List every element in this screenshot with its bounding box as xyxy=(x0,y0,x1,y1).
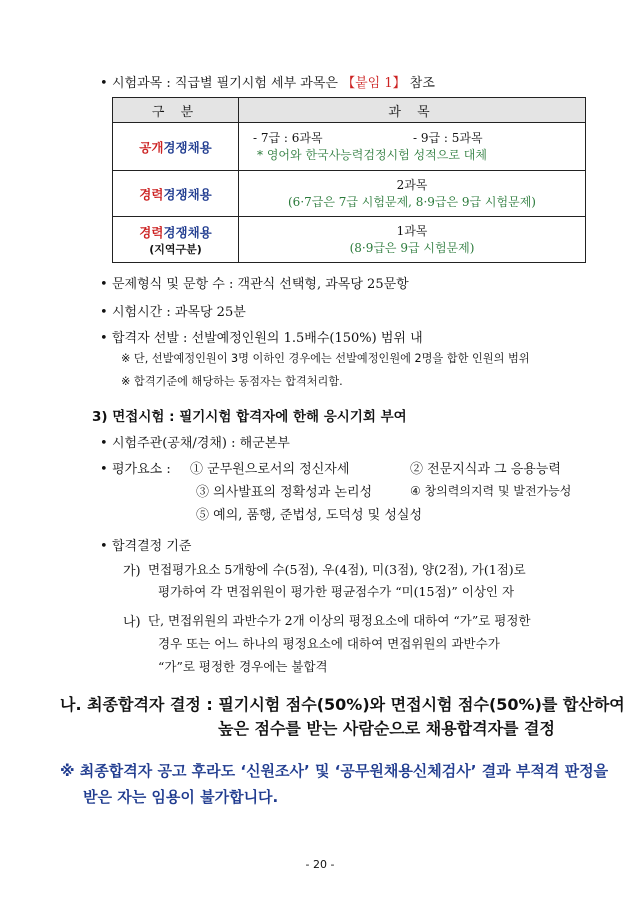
criteria-na-line1: 단, 면접위원의 과반수가 2개 이상의 평정요소에 대하여 “가”로 평정한 xyxy=(148,613,531,628)
criteria-line: • 합격결정 기준 xyxy=(100,539,192,554)
page-number: - 20 - xyxy=(305,858,335,871)
subjects-suffix: 참조 xyxy=(405,76,435,91)
subject-note: (8·9급은 9급 시험문제) xyxy=(349,240,475,255)
element-3: ③ 의사발표의 정확성과 논리성 xyxy=(196,485,373,500)
warning-line2: 받은 자는 임용이 불가합니다. xyxy=(83,788,279,806)
label-rest: 경쟁채용 xyxy=(163,139,212,155)
criteria-text: 합격결정 기준 xyxy=(112,539,192,554)
row-label xyxy=(113,123,239,171)
row-content xyxy=(239,171,586,217)
pass-text: 합격자 선발 : 선발예정인원의 1.5배수(150%) 범위 내 xyxy=(112,331,423,346)
criteria-ga-line1: 면접평가요소 5개항에 수(5점), 우(4점), 미(3점), 양(2점), 가(1점)로 xyxy=(148,562,526,577)
label-sub: (지역구분) xyxy=(149,242,202,256)
criteria-na-marker: 나) xyxy=(123,615,141,630)
subject-note: (6·7급은 7급 시험문제, 8·9급은 9급 시험문제) xyxy=(288,194,536,209)
element-1: ① 군무원으로서의 정신자세 xyxy=(190,462,350,477)
row-content xyxy=(239,217,586,263)
criteria-na-line2: 경우 또는 어느 하나의 평정요소에 대하여 면접위원의 과반수가 xyxy=(158,636,500,651)
host-line: • 시험주관(공채/경채) : 해군본부 xyxy=(100,436,290,451)
table-header-row xyxy=(113,98,586,123)
label-highlight: 공개 xyxy=(139,139,164,155)
subjects-table xyxy=(112,97,586,263)
criteria-na-line3: “가”로 평정한 경우에는 불합격 xyxy=(158,659,328,674)
table-row xyxy=(113,123,586,171)
interview-heading: 3) 면접시험 : 필기시험 합격자에 한해 응시기회 부여 xyxy=(92,409,407,425)
note-tie: ※ 합격기준에 해당하는 동점자는 합격처리함. xyxy=(121,375,343,388)
header-category: 구 분 xyxy=(113,98,239,123)
subject-7grade: - 7급 : 6과목 xyxy=(253,130,323,145)
subject-9grade: - 9급 : 5과목 xyxy=(413,130,483,145)
subjects-prefix: 시험과목 : 직급별 필기시험 세부 과목은 xyxy=(112,76,343,91)
warning-line1: ※ 최종합격자 공고 후라도 ‘신원조사’ 및 ‘공무원채용신체검사’ 결과 부적격 판정을 xyxy=(60,762,609,780)
criteria-ga-line2: 평가하여 각 면접위원이 평가한 평균점수가 “미(15점)” 이상인 자 xyxy=(158,584,515,599)
table-row xyxy=(113,217,586,263)
element-5: ⑤ 예의, 품행, 준법성, 도덕성 및 성실성 xyxy=(196,508,423,523)
elements-label: 평가요소 : xyxy=(112,462,171,477)
row-label xyxy=(113,217,239,263)
row-label xyxy=(113,171,239,217)
label-rest: 경쟁채용 xyxy=(163,186,212,202)
element-4: ④ 창의력의지력 및 발전가능성 xyxy=(410,484,572,498)
format-text: 문제형식 및 문항 수 : 객관식 선택형, 과목당 25문항 xyxy=(112,277,409,292)
header-subjects: 과 목 xyxy=(239,98,586,123)
subjects-line xyxy=(100,72,435,91)
label-highlight: 경력 xyxy=(139,224,164,240)
criteria-ga-marker: 가) xyxy=(123,564,141,579)
table-row xyxy=(113,171,586,217)
host-text: 시험주관(공채/경채) : 해군본부 xyxy=(112,436,290,451)
format-line: • 문제형식 및 문항 수 : 객관식 선택형, 과목당 25문항 xyxy=(100,277,409,292)
pass-line: • 합격자 선발 : 선발예정인원의 1.5배수(150%) 범위 내 xyxy=(100,331,423,346)
label-rest: 경쟁채용 xyxy=(163,224,212,240)
elements-line: • 평가요소 : xyxy=(100,462,171,477)
final-decision-line2: 높은 점수를 받는 사람순으로 채용합격자를 결정 xyxy=(218,719,555,738)
note-small-quota: ※ 단, 선발예정인원이 3명 이하인 경우에는 선발예정인원에 2명을 합한 인원의 범위 xyxy=(121,352,530,365)
subject-count: 2과목 xyxy=(396,177,428,192)
time-text: 시험시간 : 과목당 25분 xyxy=(112,305,246,320)
subject-count: 1과목 xyxy=(396,223,428,238)
subject-note: * 영어와 한국사능력검정시험 성적으로 대체 xyxy=(257,147,487,162)
row-content xyxy=(239,123,586,171)
element-2: ② 전문지식과 그 응용능력 xyxy=(410,462,561,477)
attachment-ref: 【붙임 1】 xyxy=(342,76,406,91)
final-decision-line1: 나. 최종합격자 결정 : 필기시험 점수(50%)와 면접시험 점수(50%)를 합산하여 xyxy=(60,695,625,714)
label-highlight: 경력 xyxy=(139,186,164,202)
time-line: • 시험시간 : 과목당 25분 xyxy=(100,305,246,320)
bullet: • xyxy=(100,76,108,91)
